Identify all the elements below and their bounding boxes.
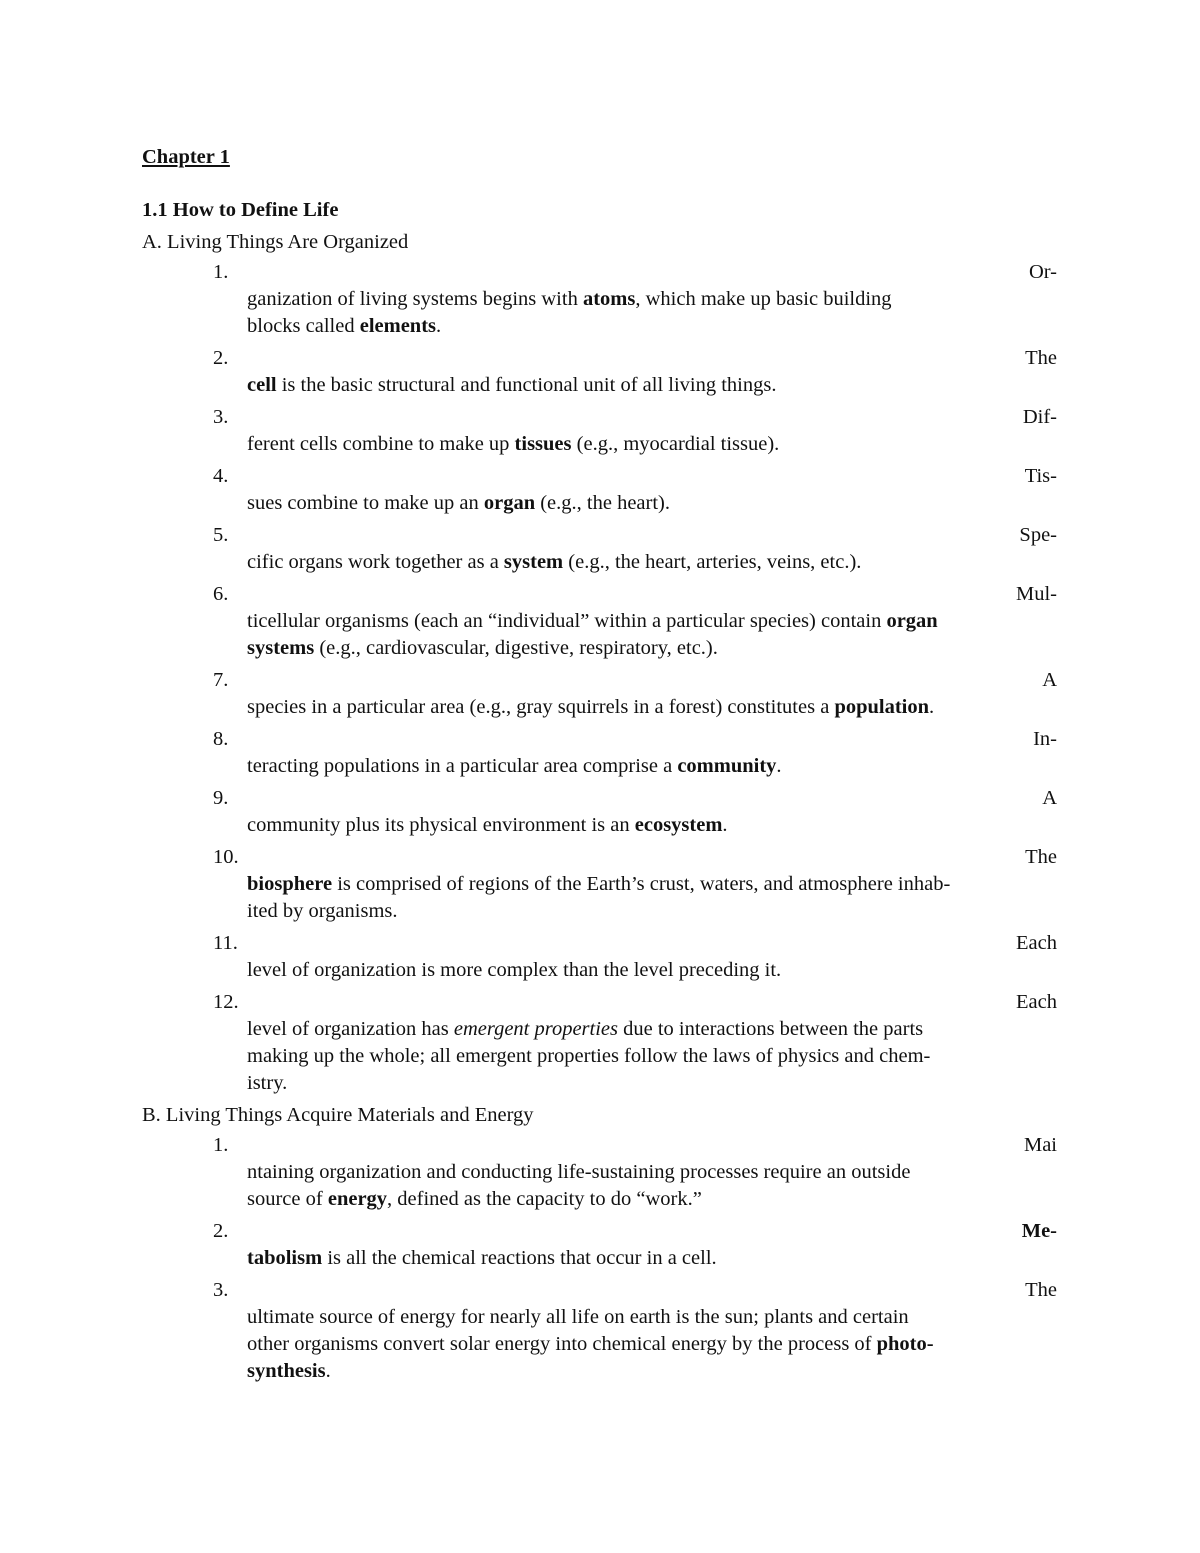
- key-term: population: [834, 696, 930, 718]
- list-item-lead: The: [1025, 1279, 1057, 1301]
- list-item-number: 9.: [213, 787, 229, 809]
- list-item-lead: Mai: [1023, 1134, 1057, 1156]
- subsection-heading: A. Living Things Are Organized: [142, 231, 409, 253]
- list-item-lead: In-: [1033, 728, 1057, 750]
- list-item-lead: A: [1042, 787, 1057, 809]
- list-item-lead: The: [1025, 347, 1057, 369]
- key-term: cell: [247, 374, 277, 396]
- list-item-lead: The: [1025, 846, 1057, 868]
- list-item-number: 5.: [213, 524, 229, 546]
- list-item-lead: Mul-: [1016, 583, 1057, 605]
- section-title: 1.1 How to Define Life: [142, 199, 339, 221]
- key-term: photo-: [876, 1333, 934, 1355]
- list-item-text: species in a particular area (e.g., gray squirrels in a forest) constitutes a population.: [247, 696, 935, 718]
- list-item-number: 1.: [213, 1134, 229, 1156]
- list-item-lead: A: [1042, 669, 1057, 691]
- list-item-lead: Spe-: [1019, 524, 1057, 546]
- list-item-number: 2.: [213, 347, 229, 369]
- list-item-text: synthesis.: [247, 1360, 331, 1382]
- key-term: organ: [886, 610, 938, 632]
- list-item-number: 3.: [213, 406, 229, 428]
- key-term: tissues: [514, 433, 572, 455]
- list-item-text: tabolism is all the chemical reactions that occur in a cell.: [247, 1247, 717, 1269]
- list-item-text: ganization of living systems begins with atoms, which make up basic building: [247, 288, 892, 310]
- key-term: atoms: [582, 288, 636, 310]
- list-item-text: level of organization is more complex than the level preceding it.: [247, 959, 782, 981]
- list-item-number: 8.: [213, 728, 229, 750]
- list-item-number: 7.: [213, 669, 229, 691]
- list-item-text: ntaining organization and conducting life-sustaining processes require an outside: [247, 1161, 911, 1183]
- list-item-text: other organisms convert solar energy into chemical energy by the process of photo-: [247, 1333, 934, 1355]
- list-item-number: 12.: [213, 991, 239, 1013]
- list-item-number: 10.: [213, 846, 239, 868]
- list-item-number: 4.: [213, 465, 229, 487]
- emphasis-term: emergent properties: [453, 1018, 618, 1040]
- list-item-text: systems (e.g., cardiovascular, digestive, respiratory, etc.).: [247, 637, 718, 659]
- list-item-text: ited by organisms.: [247, 900, 398, 922]
- list-item-number: 2.: [213, 1220, 229, 1242]
- key-term: energy: [327, 1188, 388, 1210]
- list-item-text: cell is the basic structural and functional unit of all living things.: [247, 374, 777, 396]
- key-term: ecosystem: [634, 814, 723, 836]
- key-term: biosphere: [247, 873, 333, 895]
- list-item-lead: Dif-: [1022, 406, 1057, 428]
- list-item-text: community plus its physical environment is an ecosystem.: [247, 814, 728, 836]
- key-term: system: [503, 551, 564, 573]
- key-term: community: [677, 755, 777, 777]
- list-item-text: making up the whole; all emergent properties follow the laws of physics and chem-: [247, 1045, 931, 1067]
- key-term: tabolism: [247, 1247, 323, 1269]
- chapter-title: Chapter 1: [142, 146, 230, 168]
- list-item-lead: Each: [1016, 932, 1057, 954]
- list-item-text: biosphere is comprised of regions of the Earth’s crust, waters, and atmosphere inhab-: [247, 873, 951, 895]
- key-term: synthesis: [247, 1360, 326, 1382]
- list-item-text: ticellular organisms (each an “individual” within a particular species) contain organ: [247, 610, 938, 632]
- list-item-text: istry.: [247, 1072, 288, 1094]
- list-item-lead: Tis-: [1024, 465, 1057, 487]
- list-item-text: ferent cells combine to make up tissues (e.g., myocardial tissue).: [247, 433, 780, 455]
- key-term: elements: [359, 315, 436, 337]
- list-item-text: source of energy, defined as the capacity to do “work.”: [247, 1188, 702, 1210]
- list-item-number: 11.: [213, 932, 238, 954]
- list-item-text: sues combine to make up an organ (e.g., the heart).: [247, 492, 670, 514]
- list-item-lead: Me-: [1021, 1220, 1057, 1242]
- list-item-number: 3.: [213, 1279, 229, 1301]
- key-term: organ: [483, 492, 536, 514]
- list-item-text: blocks called elements.: [247, 315, 442, 337]
- list-item-text: cific organs work together as a system (e.g., the heart, arteries, veins, etc.).: [247, 551, 862, 573]
- list-item-lead: Or-: [1028, 261, 1057, 283]
- list-item-text: level of organization has emergent properties due to interactions between the parts: [247, 1018, 924, 1040]
- list-item-text: ultimate source of energy for nearly all life on earth is the sun; plants and certain: [247, 1306, 909, 1328]
- list-item-number: 6.: [213, 583, 229, 605]
- list-item-text: teracting populations in a particular area comprise a community.: [247, 755, 782, 777]
- key-term: systems: [247, 637, 315, 659]
- list-item-number: 1.: [213, 261, 229, 283]
- list-item-lead: Each: [1016, 991, 1057, 1013]
- subsection-heading: B. Living Things Acquire Materials and Energy: [142, 1104, 534, 1126]
